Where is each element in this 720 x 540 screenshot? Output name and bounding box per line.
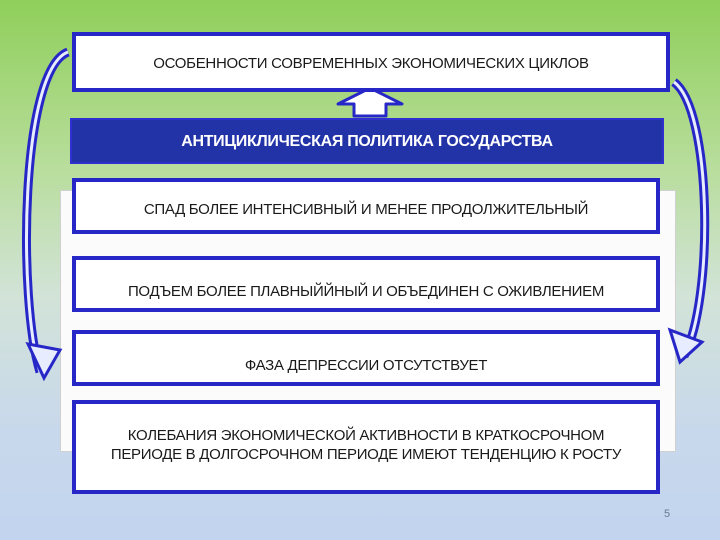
up-arrow-icon [338, 88, 402, 116]
feature-box-growth-trend [72, 400, 660, 494]
feature-box-recovery [72, 256, 660, 312]
slide-number: 5 [664, 508, 671, 520]
cycle-features-title: ОСОБЕННОСТИ СОВРЕМЕННЫХ ЭКОНОМИЧЕСКИХ ЦИКЛОВ [153, 55, 589, 72]
feature-text: СПАД БОЛЕЕ ИНТЕНСИВНЫЙ И МЕНЕЕ ПРОДОЛЖИТЕЛЬНЫЙ [143, 201, 589, 218]
anticyclical-policy-title: АНТИЦИКЛИЧЕСКАЯ ПОЛИТИКА ГОСУДАРСТВА [181, 132, 553, 150]
anticyclical-policy-box [70, 118, 664, 164]
feature-text: КОЛЕБАНИЯ ЭКОНОМИЧЕСКОЙ АКТИВНОСТИ В КРАТКОСРОЧНОМ ПЕРИОДЕ В ДОЛГОСРОЧНОМ ПЕРИОДЕ ИМЕЮТ ТЕНДЕНЦИЮ К РОСТУ [110, 427, 622, 463]
feature-box-recession [72, 178, 660, 234]
feature-text: ПОДЪЕМ БОЛЕЕ ПЛАВНЫЙЙНЫЙ И ОБЪЕДИНЕН С ОЖИВЛЕНИЕМ [127, 283, 605, 300]
cycle-features-title-box [72, 32, 670, 92]
feature-text: ФАЗА ДЕПРЕССИИ ОТСУТСТВУЕТ [244, 357, 488, 374]
feature-box-depression [72, 330, 660, 386]
